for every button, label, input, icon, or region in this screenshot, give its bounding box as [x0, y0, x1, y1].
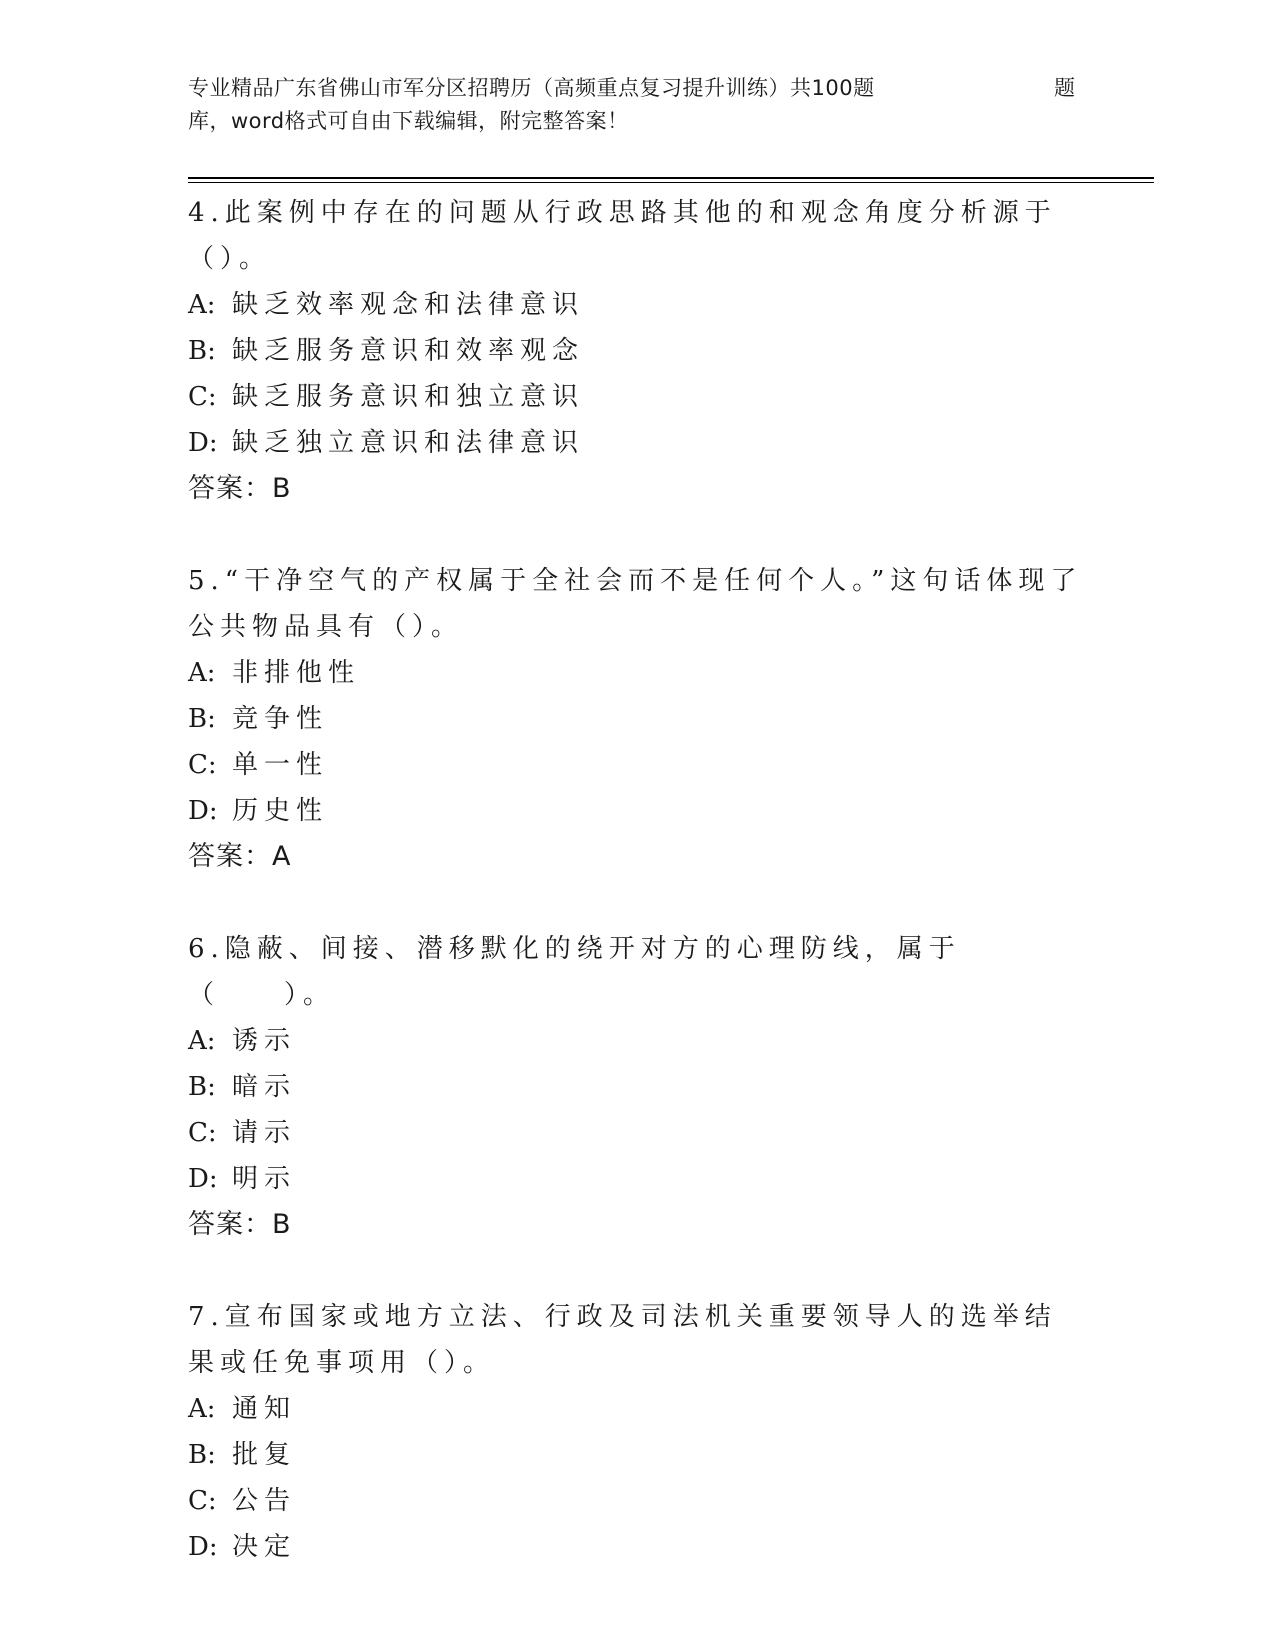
- option-text: 单一性: [232, 750, 329, 780]
- option-b: [188, 1064, 1088, 1110]
- option-d: [188, 788, 1088, 834]
- option-text: 诱示: [232, 1026, 297, 1056]
- option-letter: C:: [188, 750, 217, 780]
- option-text: 缺乏独立意识和法律意识: [232, 428, 585, 458]
- option-letter: C:: [188, 1118, 217, 1148]
- question-text: 6.隐蔽、间接、潜移默化的绕开对方的心理防线，属于（ ）。: [188, 934, 961, 1010]
- option-d: [188, 420, 1088, 466]
- option-text: 请示: [232, 1118, 297, 1148]
- option-c: [188, 374, 1088, 420]
- option-c: [188, 742, 1088, 788]
- option-letter: B:: [188, 1072, 216, 1102]
- option-letter: A:: [188, 1026, 216, 1056]
- option-text: 缺乏效率观念和法律意识: [232, 290, 585, 320]
- option-a: [188, 1018, 1088, 1064]
- option-letter: C:: [188, 382, 217, 412]
- question-list: [188, 190, 1088, 1616]
- option-d: [188, 1524, 1088, 1570]
- header-title-tail: 题: [1054, 76, 1076, 100]
- option-letter: B:: [188, 336, 216, 366]
- question-6: [188, 926, 1088, 1248]
- option-letter: D:: [188, 1532, 218, 1562]
- option-text: 明示: [232, 1164, 297, 1194]
- header-divider-thick: [188, 177, 1154, 179]
- option-a: [188, 1386, 1088, 1432]
- option-text: 历史性: [232, 796, 329, 826]
- document-header: [188, 72, 1088, 138]
- question-5: [188, 558, 1088, 880]
- question-text: 4.此案例中存在的问题从行政思路其他的和观念角度分析源于（）。: [188, 198, 1057, 274]
- option-text: 非排他性: [232, 658, 361, 688]
- option-c: [188, 1110, 1088, 1156]
- question-text: 5.“干净空气的产权属于全社会而不是任何个人。”这句话体现了公共物品具有（）。: [188, 566, 1083, 642]
- option-text: 竞争性: [232, 704, 329, 734]
- option-b: [188, 328, 1088, 374]
- answer-line: 答案：B: [188, 1209, 292, 1240]
- option-letter: D:: [188, 428, 218, 458]
- option-a: [188, 650, 1088, 696]
- question-7: [188, 1294, 1088, 1570]
- question-text: 7.宣布国家或地方立法、行政及司法机关重要领导人的选举结果或任免事项用（）。: [188, 1302, 1057, 1378]
- answer-line: 答案：A: [188, 841, 292, 872]
- option-letter: D:: [188, 1164, 218, 1194]
- header-line-2: 库，word格式可自由下载编辑，附完整答案！: [188, 109, 629, 133]
- option-d: [188, 1156, 1088, 1202]
- option-letter: D:: [188, 796, 218, 826]
- option-b: [188, 696, 1088, 742]
- header-title-text: 专业精品广东省佛山市军分区招聘历（高频重点复习提升训练）共100题: [188, 76, 875, 100]
- option-letter: A:: [188, 290, 216, 320]
- option-letter: B:: [188, 704, 216, 734]
- header-divider-thin: [188, 182, 1154, 183]
- option-letter: C:: [188, 1486, 217, 1516]
- option-text: 公告: [232, 1486, 297, 1516]
- option-b: [188, 1432, 1088, 1478]
- option-text: 暗示: [232, 1072, 297, 1102]
- option-text: 决定: [232, 1532, 297, 1562]
- header-line-1: [188, 72, 1088, 105]
- option-letter: B:: [188, 1440, 216, 1470]
- question-4: [188, 190, 1088, 512]
- option-text: 缺乏服务意识和独立意识: [232, 382, 585, 412]
- option-letter: A:: [188, 658, 216, 688]
- option-text: 批复: [232, 1440, 297, 1470]
- option-text: 缺乏服务意识和效率观念: [232, 336, 585, 366]
- option-a: [188, 282, 1088, 328]
- option-text: 通知: [232, 1394, 297, 1424]
- answer-line: 答案：B: [188, 473, 292, 504]
- option-letter: A:: [188, 1394, 216, 1424]
- option-c: [188, 1478, 1088, 1524]
